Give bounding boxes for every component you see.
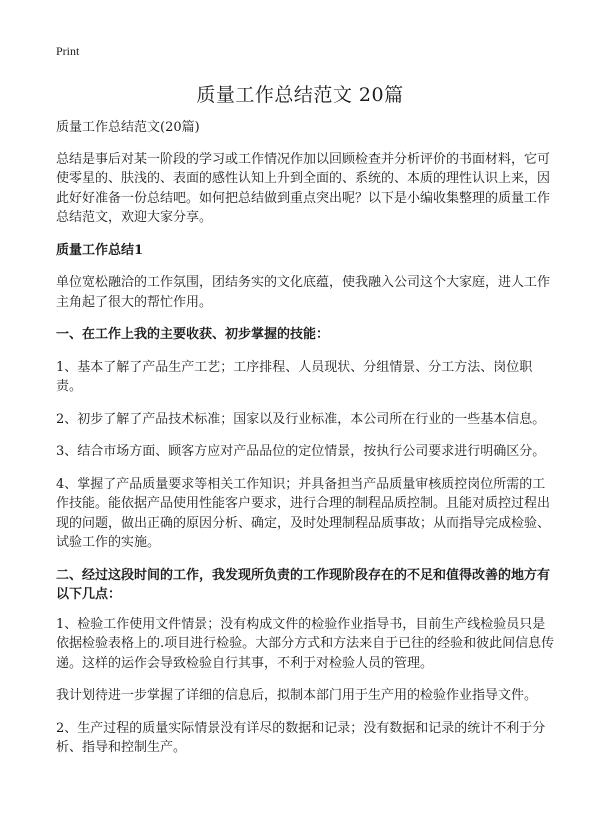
summary-heading: 质量工作总结1 (56, 242, 144, 258)
print-label: Print (56, 44, 80, 58)
section-1-item: 4、掌握了产品质量要求等相关工作知识；并具备担当产品质量审核质控岗位所需的工作技能。能依据产品使用性能客户要求，进行合理的制程品质控制。且能对质控过程出现的问题，做出正确的原因分析、确定，及时处理制程品质事故；从而指导完成检验、试验工作的实施。 (56, 476, 551, 550)
intro-paragraph: 总结是事后对某一阶段的学习或工作情况作加以回顾检查并分析评价的书面材料，它可使零星的、肤浅的、表面的感性认知上升到全面的、系统的、本质的理性认识上来，因此好好准备一份总结吧。如何把总结做到重点突出呢？以下是小编收集整理的质量工作总结范文，欢迎大家分享。 (56, 151, 551, 225)
section-1-item: 2、初步了解了产品技术标准；国家以及行业标准，本公司所在行业的一些基本信息。 (56, 411, 546, 427)
summary-paragraph: 单位宽松融洽的工作氛围，团结务实的文化底蕴，使我融入公司这个大家庭，进人工作主角起了很大的帮忙作用。 (56, 275, 551, 310)
document-body (56, 118, 556, 771)
section-1-item: 1、基本了解了产品生产工艺；工序排程、人员现状、分组情景、分工方法、岗位职责。 (56, 359, 533, 394)
document-title: 质量工作总结范文 20篇 (196, 84, 404, 106)
section-2-heading: 二、经过这段时间的工作，我发现所负责的工作现阶段存在的不足和值得改善的地方有以下几点： (56, 567, 551, 602)
document-subtitle: 质量工作总结范文(20篇) (56, 120, 200, 135)
section-1-heading: 一、在工作上我的主要收获、初步掌握的技能： (56, 327, 330, 342)
section-2-paragraph: 1、检验工作使用文件情景；没有构成文件的检验作业指导书，目前生产线检验员只是依据检验表格上的.项目进行检验。大部分方式和方法来自于已往的经验和彼此间信息传递。这样的运作会导致检验自行其事，不利于对检验人员的管理。 (56, 616, 555, 671)
section-2-paragraph: 2、生产过程的质量实际情景没有详尽的数据和记录；没有数据和记录的统计不利于分析、指导和控制生产。 (56, 720, 546, 755)
section-2-paragraph: 我计划待进一步掌握了详细的信息后，拟制本部门用于生产用的检验作业指导文件。 (56, 688, 538, 703)
section-1-item: 3、结合市场方面、顾客方应对产品品位的定位情景，按执行公司要求进行明确区分。 (56, 444, 546, 459)
